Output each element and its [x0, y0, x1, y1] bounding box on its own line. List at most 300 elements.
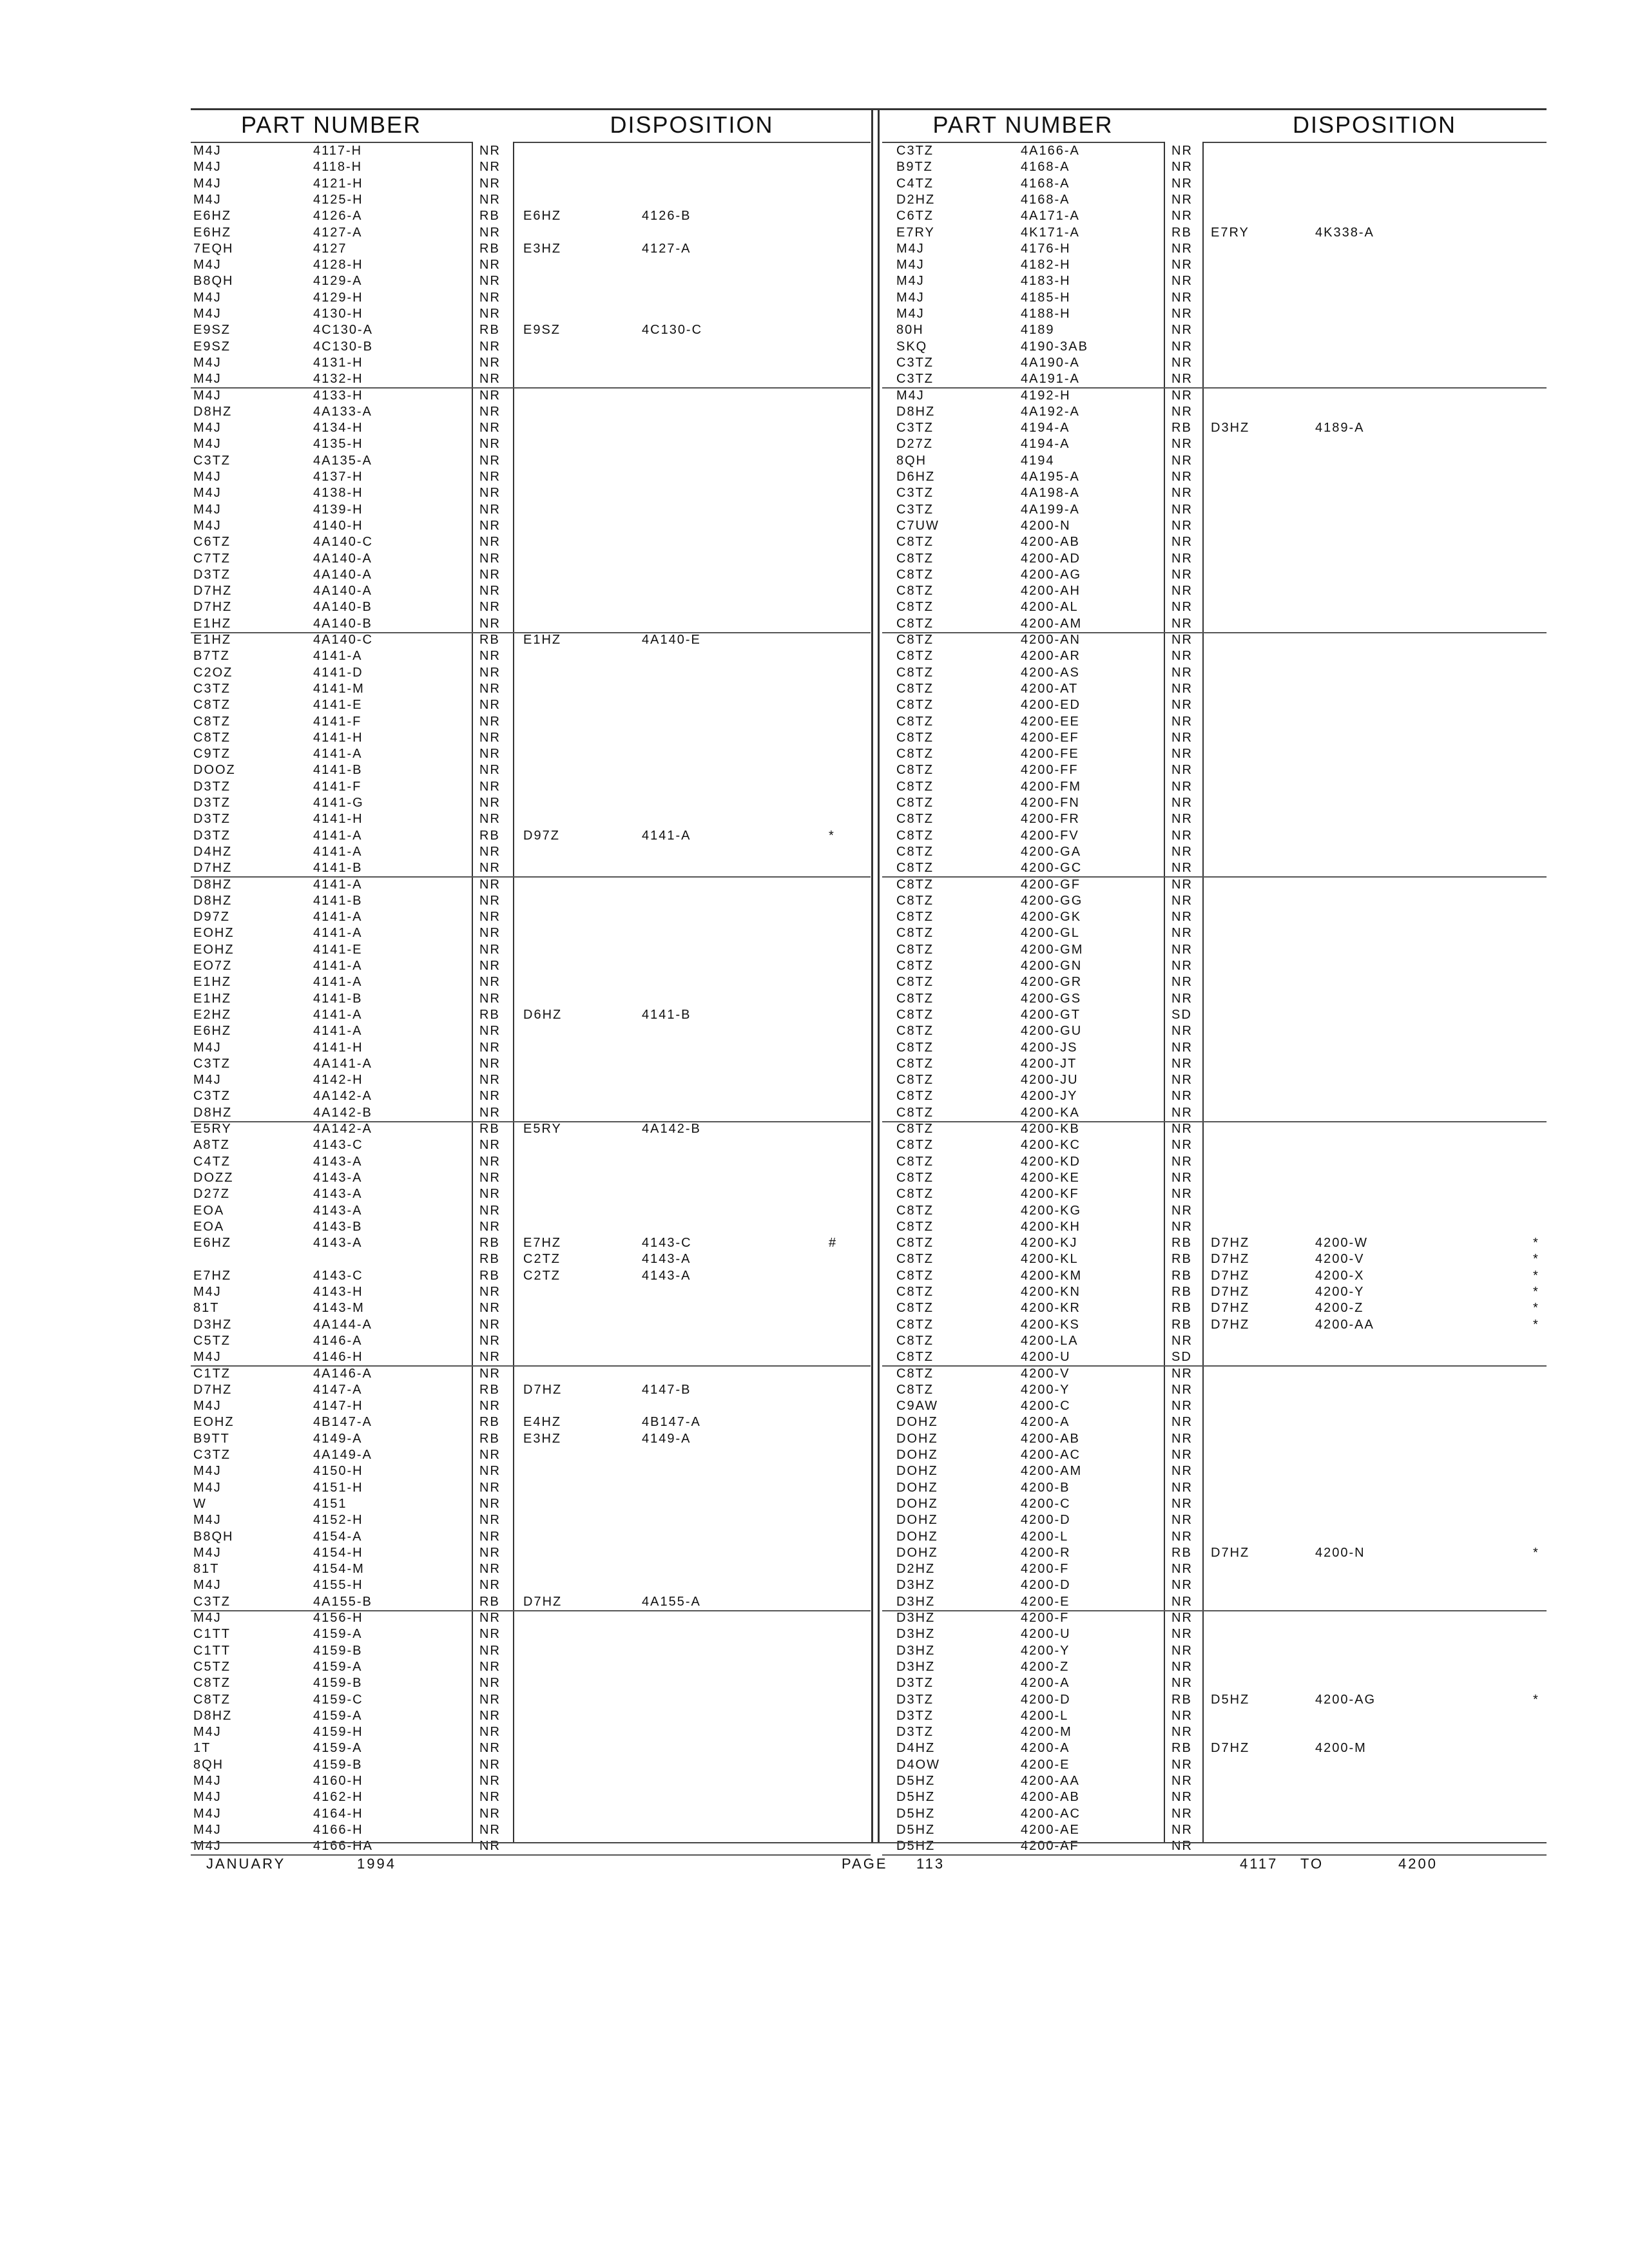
part-number: 4200-A	[1021, 1415, 1070, 1430]
disposition-code: NR	[1171, 763, 1193, 778]
table-row	[882, 714, 1547, 730]
part-prefix: C4TZ	[193, 1154, 231, 1169]
replacement-number: 4200-W	[1315, 1236, 1369, 1251]
table-row	[882, 1757, 1547, 1773]
table-row	[882, 1512, 1547, 1528]
part-number: 4159-H	[313, 1725, 363, 1740]
disposition-code: NR	[479, 1350, 501, 1365]
part-prefix: C7TZ	[193, 551, 231, 566]
disposition-code: NR	[1171, 486, 1193, 501]
replacement-number: 4143-A	[642, 1252, 691, 1267]
table-row	[882, 1692, 1547, 1708]
table-row	[191, 225, 871, 241]
part-number: 4155-H	[313, 1578, 363, 1593]
disposition-code: NR	[1171, 1496, 1193, 1511]
disposition-code: NR	[1171, 274, 1193, 289]
footer-range-to-label: TO	[1300, 1856, 1324, 1872]
disposition-code: NR	[479, 681, 501, 696]
disposition-code: NR	[1171, 877, 1193, 892]
right-part-number-header: PART NUMBER	[882, 108, 1164, 143]
table-row	[882, 893, 1547, 909]
table-row	[882, 534, 1547, 550]
table-row	[191, 1496, 871, 1512]
disposition-code: NR	[479, 1741, 501, 1756]
part-number: 4154-M	[313, 1562, 365, 1577]
footer-range-to: 4200	[1398, 1856, 1438, 1872]
part-prefix: D3TZ	[896, 1708, 934, 1723]
part-prefix: C8TZ	[896, 1040, 934, 1055]
part-number: 4131-H	[313, 355, 363, 370]
disposition-code: NR	[479, 290, 501, 305]
part-prefix: E5RY	[193, 1122, 232, 1136]
disposition-code: NR	[1171, 209, 1193, 224]
part-prefix: C8TZ	[896, 535, 934, 550]
part-prefix: C8TZ	[896, 567, 934, 582]
part-number: 4200-KC	[1021, 1138, 1081, 1153]
part-prefix: M4J	[193, 388, 222, 403]
replacement-number: 4200-N	[1315, 1545, 1365, 1560]
table-row	[882, 730, 1547, 746]
disposition-code: NR	[479, 796, 501, 810]
table-row	[882, 616, 1547, 633]
part-number: 4129-A	[313, 274, 363, 289]
part-prefix: C8TZ	[896, 1154, 934, 1169]
disposition-code: NR	[479, 1725, 501, 1740]
part-prefix: C8TZ	[193, 698, 231, 713]
part-prefix: 8QH	[896, 453, 927, 468]
part-number: 4200-GR	[1021, 975, 1083, 990]
disposition-code: RB	[479, 1268, 500, 1283]
part-number: 4150-H	[313, 1464, 363, 1479]
disposition-code: NR	[479, 1611, 501, 1625]
part-number: 4200-KJ	[1021, 1236, 1078, 1251]
disposition-code: NR	[1171, 714, 1193, 729]
part-prefix: C6TZ	[193, 535, 231, 550]
disposition-code: RB	[479, 1122, 500, 1136]
part-number: 4A190-A	[1021, 355, 1080, 370]
disposition-code: NR	[479, 1643, 501, 1658]
part-prefix: EOHZ	[193, 942, 235, 957]
table-row	[191, 1203, 871, 1219]
part-prefix: B9TT	[193, 1431, 230, 1446]
part-prefix: D5HZ	[896, 1790, 936, 1805]
replacement-prefix: D7HZ	[1211, 1285, 1250, 1299]
disposition-code: NR	[1171, 1024, 1193, 1039]
part-number: 4166-H	[313, 1822, 363, 1837]
part-number: 4141-F	[313, 779, 362, 794]
part-number: 4151	[313, 1496, 347, 1511]
replacement-prefix: D7HZ	[523, 1594, 563, 1609]
part-prefix: D5HZ	[896, 1822, 936, 1837]
disposition-code: NR	[1171, 1562, 1193, 1577]
disposition-code: NR	[479, 1448, 501, 1462]
replacement-number: 4127-A	[642, 241, 691, 256]
table-row	[882, 1480, 1547, 1496]
part-prefix: 8QH	[193, 1757, 224, 1772]
replacement-number: 4149-A	[642, 1431, 691, 1446]
table-row	[882, 942, 1547, 958]
disposition-code: NR	[479, 551, 501, 566]
disposition-code: NR	[479, 1105, 501, 1120]
disposition-code: NR	[479, 861, 501, 876]
part-prefix: DOHZ	[896, 1545, 938, 1560]
part-prefix: C8TZ	[896, 812, 934, 827]
part-prefix: C8TZ	[896, 1268, 934, 1283]
part-number: 4182-H	[1021, 258, 1071, 273]
table-row	[882, 322, 1547, 338]
part-prefix: C8TZ	[896, 1089, 934, 1104]
disposition-code: NR	[1171, 893, 1193, 908]
disposition-code: NR	[1171, 1333, 1193, 1348]
part-prefix: C3TZ	[896, 502, 934, 517]
table-row	[191, 176, 871, 192]
disposition-code: NR	[479, 910, 501, 925]
table-row	[191, 143, 871, 159]
disposition-code: NR	[479, 1089, 501, 1104]
part-number: 4200-M	[1021, 1725, 1072, 1740]
part-number: 4141-H	[313, 1040, 363, 1055]
part-prefix: EOHZ	[193, 1415, 235, 1430]
note-mark: *	[1533, 1692, 1539, 1707]
part-prefix: M4J	[193, 1073, 222, 1088]
part-number: 4129-H	[313, 290, 363, 305]
disposition-code: RB	[1171, 1252, 1192, 1267]
replacement-prefix: E4HZ	[523, 1415, 562, 1430]
table-row	[882, 1463, 1547, 1479]
part-prefix: DOHZ	[896, 1448, 938, 1462]
part-prefix: B9TZ	[896, 160, 933, 175]
disposition-code: NR	[479, 1757, 501, 1772]
part-number: 4200-GS	[1021, 991, 1082, 1006]
disposition-code: NR	[1171, 144, 1193, 158]
part-number: 4152-H	[313, 1513, 363, 1528]
part-number: 4A142-A	[313, 1122, 372, 1136]
part-number: 4A133-A	[313, 404, 372, 419]
part-number: 4200-A	[1021, 1741, 1070, 1756]
table-row	[191, 1170, 871, 1186]
disposition-code: NR	[1171, 616, 1193, 631]
disposition-code: NR	[479, 1203, 501, 1218]
part-prefix: M4J	[896, 388, 925, 403]
table-row	[191, 1414, 871, 1430]
disposition-code: NR	[479, 144, 501, 158]
table-row	[882, 420, 1547, 436]
part-prefix: C3TZ	[896, 421, 934, 436]
disposition-code: NR	[1171, 1122, 1193, 1136]
table-row	[191, 1040, 871, 1056]
replacement-number: 4C130-C	[642, 323, 703, 338]
part-prefix: D3HZ	[896, 1594, 936, 1609]
part-prefix: D8HZ	[896, 404, 936, 419]
part-prefix: E6HZ	[193, 209, 232, 224]
part-number: 4159-A	[313, 1741, 363, 1756]
part-number: 4190-3AB	[1021, 339, 1088, 354]
part-number: 4159-B	[313, 1757, 363, 1772]
disposition-code: NR	[1171, 681, 1193, 696]
disposition-code: NR	[1171, 991, 1193, 1006]
part-prefix: D7HZ	[193, 861, 233, 876]
table-row	[882, 1643, 1547, 1659]
disposition-code: NR	[479, 763, 501, 778]
note-mark: *	[1533, 1285, 1539, 1299]
disposition-code: NR	[1171, 730, 1193, 745]
table-row	[882, 648, 1547, 664]
table-row	[191, 1382, 871, 1398]
table-row	[191, 306, 871, 322]
part-number: 4143-A	[313, 1170, 363, 1185]
disposition-code: NR	[1171, 502, 1193, 517]
part-prefix: M4J	[193, 1480, 222, 1495]
disposition-code: NR	[1171, 747, 1193, 762]
part-number: 4200-GG	[1021, 893, 1083, 908]
table-row	[191, 1300, 871, 1316]
part-number: 4C130-B	[313, 339, 373, 354]
table-row	[882, 681, 1547, 697]
table-row	[882, 1773, 1547, 1789]
disposition-code: NR	[479, 1187, 501, 1202]
center-separator	[871, 108, 873, 1843]
table-row	[882, 1186, 1547, 1202]
part-prefix: C8TZ	[896, 1122, 934, 1136]
part-number: 4200-GT	[1021, 1007, 1081, 1022]
table-row	[191, 1838, 871, 1856]
part-number: 4141-G	[313, 796, 364, 810]
disposition-code: NR	[479, 1073, 501, 1088]
table-row	[191, 877, 871, 893]
part-prefix: C8TZ	[193, 1692, 231, 1707]
part-prefix: C8TZ	[896, 1317, 934, 1332]
disposition-code: NR	[479, 1040, 501, 1055]
table-row	[191, 697, 871, 713]
part-prefix: D3HZ	[896, 1627, 936, 1642]
table-row	[882, 436, 1547, 452]
disposition-code: NR	[479, 518, 501, 533]
replacement-number: 4143-A	[642, 1268, 691, 1283]
replacement-prefix: E6HZ	[523, 209, 562, 224]
part-prefix: C3TZ	[896, 355, 934, 370]
disposition-code: NR	[479, 942, 501, 957]
disposition-code: NR	[479, 1496, 501, 1511]
part-prefix: C8TZ	[896, 600, 934, 615]
part-number: 4200-L	[1021, 1529, 1069, 1544]
part-number: 4200-AA	[1021, 1774, 1080, 1788]
table-row	[191, 681, 871, 697]
part-number: 4132-H	[313, 372, 363, 387]
part-prefix: C8TZ	[896, 796, 934, 810]
disposition-code: NR	[1171, 600, 1193, 615]
part-number: 4141-A	[313, 844, 363, 859]
disposition-code: NR	[1171, 192, 1193, 207]
part-prefix: C8TZ	[193, 1676, 231, 1691]
table-row	[191, 1724, 871, 1740]
part-prefix: E6HZ	[193, 1236, 232, 1251]
part-number: 4192-H	[1021, 388, 1071, 403]
part-prefix: D4HZ	[193, 844, 233, 859]
table-row	[191, 648, 871, 664]
part-prefix: C8TZ	[896, 1382, 934, 1397]
part-prefix: M4J	[193, 1611, 222, 1625]
part-number: 4143-H	[313, 1285, 363, 1299]
part-number: 4200-GN	[1021, 959, 1083, 973]
table-row	[882, 388, 1547, 404]
part-number: 4146-A	[313, 1333, 363, 1348]
disposition-code: NR	[1171, 1382, 1193, 1397]
part-prefix: M4J	[193, 1790, 222, 1805]
part-prefix: EOA	[193, 1219, 225, 1234]
disposition-code: NR	[479, 665, 501, 680]
table-row	[882, 1284, 1547, 1300]
part-prefix: C8TZ	[896, 828, 934, 843]
part-number: 4200-U	[1021, 1350, 1071, 1365]
part-prefix: M4J	[193, 372, 222, 387]
part-prefix: M4J	[193, 1285, 222, 1299]
part-prefix: DOHZ	[896, 1496, 938, 1511]
part-prefix: M4J	[896, 290, 925, 305]
disposition-code: RB	[1171, 421, 1192, 436]
disposition-code: NR	[1171, 290, 1193, 305]
disposition-code: NR	[479, 1839, 501, 1854]
note-mark: *	[1533, 1301, 1539, 1316]
replacement-number: 4200-AG	[1315, 1692, 1376, 1707]
footer-month: JANUARY	[206, 1856, 286, 1872]
part-number: 4A192-A	[1021, 404, 1080, 419]
disposition-code: NR	[1171, 355, 1193, 370]
part-number: 4A140-A	[313, 567, 372, 582]
part-prefix: C7UW	[896, 518, 940, 533]
part-prefix: C8TZ	[896, 616, 934, 631]
disposition-code: NR	[1171, 1431, 1193, 1446]
disposition-code: NR	[479, 1562, 501, 1577]
part-number: 4133-H	[313, 388, 363, 403]
table-row	[882, 1203, 1547, 1219]
part-prefix: M4J	[193, 502, 222, 517]
table-row	[191, 518, 871, 534]
replacement-number: 4A155-A	[642, 1594, 701, 1609]
part-prefix: D3TZ	[896, 1676, 934, 1691]
replacement-number: 4A142-B	[642, 1122, 701, 1136]
part-prefix: DOHZ	[896, 1513, 938, 1528]
replacement-number: 4141-A	[642, 828, 691, 843]
disposition-code: NR	[1171, 1839, 1193, 1854]
disposition-code: NR	[1171, 812, 1193, 827]
part-number: 4134-H	[313, 421, 363, 436]
table-row	[882, 208, 1547, 224]
table-row	[191, 1447, 871, 1463]
table-row	[191, 1757, 871, 1773]
table-row	[191, 257, 871, 273]
part-prefix: M4J	[193, 1774, 222, 1788]
part-number: 4200-KR	[1021, 1301, 1081, 1316]
table-row	[191, 1659, 871, 1675]
part-number: 4200-JU	[1021, 1073, 1079, 1088]
part-number: 4200-GF	[1021, 877, 1081, 892]
part-prefix: M4J	[193, 176, 222, 191]
disposition-code: NR	[479, 1708, 501, 1723]
disposition-code: NR	[479, 1676, 501, 1691]
part-number: 4194-A	[1021, 437, 1070, 452]
table-row	[882, 1251, 1547, 1267]
note-mark: #	[829, 1236, 838, 1251]
part-number: 4141-A	[313, 747, 363, 762]
disposition-code: NR	[1171, 1529, 1193, 1544]
part-prefix: D8HZ	[193, 893, 233, 908]
disposition-code: NR	[479, 1154, 501, 1169]
replacement-number: 4B147-A	[642, 1415, 701, 1430]
replacement-prefix: D7HZ	[1211, 1741, 1250, 1756]
table-row	[882, 339, 1547, 355]
table-row	[191, 844, 871, 860]
part-prefix: C3TZ	[896, 144, 934, 158]
part-number: 4126-A	[313, 209, 363, 224]
part-prefix: 7EQH	[193, 241, 234, 256]
part-prefix: D8HZ	[193, 1708, 233, 1723]
part-number: 4127-A	[313, 225, 363, 240]
table-row	[191, 1105, 871, 1122]
table-row	[191, 453, 871, 469]
table-row	[882, 599, 1547, 615]
part-prefix: E1HZ	[193, 633, 232, 647]
part-prefix: C8TZ	[193, 714, 231, 729]
table-row	[191, 567, 871, 583]
part-prefix: M4J	[193, 1822, 222, 1837]
disposition-code: RB	[479, 323, 500, 338]
part-number: 4A166-A	[1021, 144, 1080, 158]
table-row	[882, 290, 1547, 306]
table-row	[882, 1659, 1547, 1675]
part-number: 4200-FF	[1021, 763, 1079, 778]
part-number: 4147-H	[313, 1399, 363, 1414]
part-number: 4200-E	[1021, 1757, 1070, 1772]
table-row	[191, 730, 871, 746]
part-prefix: D3HZ	[896, 1611, 936, 1625]
part-prefix: C4TZ	[896, 176, 934, 191]
part-number: 4137-H	[313, 470, 363, 484]
part-prefix: C8TZ	[896, 1236, 934, 1251]
disposition-code: NR	[1171, 649, 1193, 664]
part-number: 4200-AB	[1021, 535, 1080, 550]
table-row	[882, 1154, 1547, 1170]
disposition-code: NR	[1171, 258, 1193, 273]
part-prefix: D7HZ	[193, 600, 233, 615]
table-row	[882, 241, 1547, 257]
disposition-code: NR	[1171, 1366, 1193, 1381]
part-prefix: D3HZ	[193, 1317, 233, 1332]
part-number: 4176-H	[1021, 241, 1071, 256]
disposition-code: NR	[1171, 372, 1193, 387]
replacement-prefix: D5HZ	[1211, 1692, 1250, 1707]
table-row	[882, 551, 1547, 567]
disposition-code: NR	[1171, 698, 1193, 713]
part-number: 4200-AC	[1021, 1806, 1081, 1821]
part-prefix: C8TZ	[896, 1007, 934, 1022]
part-number: 4188-H	[1021, 307, 1071, 321]
part-prefix: M4J	[193, 470, 222, 484]
part-number: 4200-KE	[1021, 1170, 1080, 1185]
part-prefix: C1TT	[193, 1627, 231, 1642]
part-number: 4200-GM	[1021, 942, 1084, 957]
table-row	[191, 746, 871, 762]
part-number: 4200-JS	[1021, 1040, 1078, 1055]
disposition-code: NR	[1171, 584, 1193, 599]
disposition-code: NR	[1171, 437, 1193, 452]
note-mark: *	[1533, 1317, 1539, 1332]
disposition-code: NR	[479, 437, 501, 452]
part-number: 4141-A	[313, 926, 363, 941]
part-number: 4200-KF	[1021, 1187, 1079, 1202]
replacement-prefix: E3HZ	[523, 1431, 562, 1446]
replacement-prefix: D7HZ	[1211, 1301, 1250, 1316]
disposition-code: NR	[479, 225, 501, 240]
